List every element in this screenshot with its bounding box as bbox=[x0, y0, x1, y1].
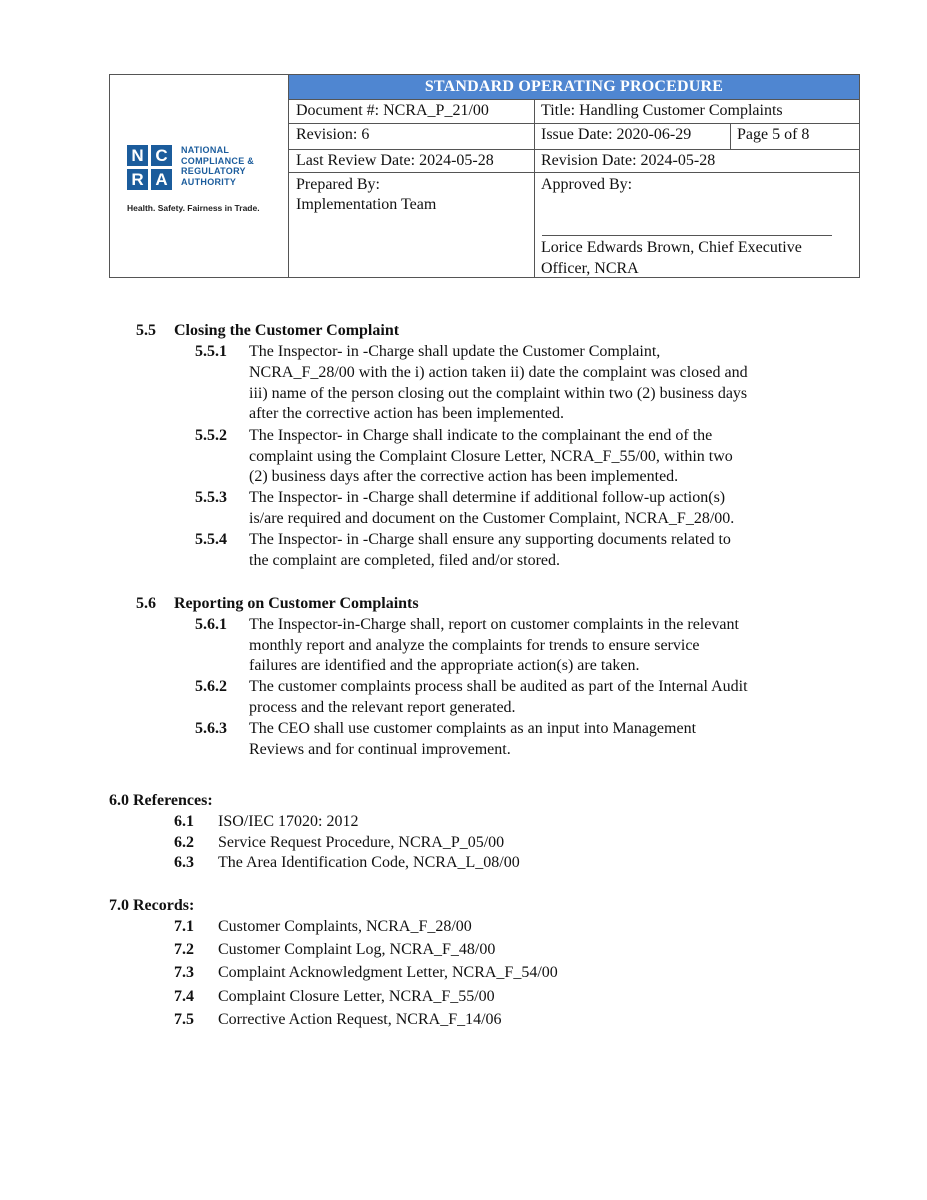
reference-number: 6.2 bbox=[174, 834, 194, 851]
item-number: 5.6.3 bbox=[195, 720, 227, 737]
document-number: Document #: NCRA_P_21/00 bbox=[296, 102, 489, 119]
item-number: 5.5.4 bbox=[195, 531, 227, 548]
approver-name: Lorice Edwards Brown, Chief Executive bbox=[541, 239, 802, 256]
item-number: 5.5.2 bbox=[195, 427, 227, 444]
record-text: Corrective Action Request, NCRA_F_14/06 bbox=[218, 1011, 502, 1028]
item-text-line: The Inspector-in-Charge shall, report on customer complaints in the relevant bbox=[249, 616, 739, 633]
item-number: 5.5.3 bbox=[195, 489, 227, 506]
revision: Revision: 6 bbox=[296, 126, 370, 143]
item-number: 5.6.1 bbox=[195, 616, 227, 633]
logo-letter-grid bbox=[127, 145, 173, 191]
issue-date: Issue Date: 2020-06-29 bbox=[541, 126, 692, 143]
item-number: 5.5.1 bbox=[195, 343, 227, 360]
item-text-line: The Inspector- in -Charge shall update the Customer Complaint, bbox=[249, 343, 661, 360]
item-number: 5.6.2 bbox=[195, 678, 227, 695]
record-text: Customer Complaint Log, NCRA_F_48/00 bbox=[218, 941, 496, 958]
records-heading: 7.0 Records: bbox=[109, 897, 195, 914]
item-text-line: iii) name of the person closing out the complaint within two (2) business days bbox=[249, 385, 748, 402]
reference-text: ISO/IEC 17020: 2012 bbox=[218, 813, 359, 830]
item-text-line: The CEO shall use customer complaints as an input into Management bbox=[249, 720, 697, 737]
record-number: 7.2 bbox=[174, 941, 194, 958]
item-text-line: process and the relevant report generated. bbox=[249, 699, 516, 716]
document-title: Title: Handling Customer Complaints bbox=[541, 102, 783, 119]
section-number: 5.5 bbox=[136, 322, 156, 339]
item-text-line: is/are required and document on the Customer Complaint, NCRA_F_28/00. bbox=[249, 510, 735, 527]
section-title: Closing the Customer Complaint bbox=[174, 322, 400, 339]
reference-text: Service Request Procedure, NCRA_P_05/00 bbox=[218, 834, 505, 851]
approver-title: Officer, NCRA bbox=[541, 260, 639, 277]
record-number: 7.3 bbox=[174, 964, 194, 981]
sop-header-table bbox=[109, 74, 860, 278]
logo-cell bbox=[110, 75, 289, 277]
record-text: Customer Complaints, NCRA_F_28/00 bbox=[218, 918, 472, 935]
item-text-line: failures are identified and the appropriate action(s) are taken. bbox=[249, 657, 640, 674]
record-text: Complaint Acknowledgment Letter, NCRA_F_54/00 bbox=[218, 964, 558, 981]
item-text-line: (2) business days after the corrective action has been implemented. bbox=[249, 468, 679, 485]
references-heading: 6.0 References: bbox=[109, 792, 213, 809]
logo-letter-n: N bbox=[127, 145, 148, 166]
logo-letter-r: R bbox=[127, 169, 148, 190]
reference-number: 6.3 bbox=[174, 854, 194, 871]
section-number: 5.6 bbox=[136, 595, 156, 612]
reference-number: 6.1 bbox=[174, 813, 194, 830]
section-title: Reporting on Customer Complaints bbox=[174, 595, 419, 612]
logo-name bbox=[181, 145, 291, 187]
item-text-line: complaint using the Complaint Closure Letter, NCRA_F_55/00, within two bbox=[249, 448, 733, 465]
item-text-line: The Inspector- in -Charge shall ensure any supporting documents related to bbox=[249, 531, 731, 548]
approved-by-label: Approved By: bbox=[541, 176, 633, 193]
record-number: 7.5 bbox=[174, 1011, 194, 1028]
record-number: 7.1 bbox=[174, 918, 194, 935]
logo-name-line: REGULATORY bbox=[181, 166, 246, 176]
item-text-line: The Inspector- in Charge shall indicate to the complainant the end of the bbox=[249, 427, 713, 444]
item-text-line: monthly report and analyze the complaints for trends to ensure service bbox=[249, 637, 700, 654]
logo-letter-c: C bbox=[151, 145, 172, 166]
last-review-date: Last Review Date: 2024-05-28 bbox=[296, 152, 494, 169]
record-text: Complaint Closure Letter, NCRA_F_55/00 bbox=[218, 988, 495, 1005]
sop-banner: STANDARD OPERATING PROCEDURE bbox=[289, 75, 859, 99]
item-text-line: NCRA_F_28/00 with the i) action taken ii) date the complaint was closed and bbox=[249, 364, 748, 381]
reference-text: The Area Identification Code, NCRA_L_08/00 bbox=[218, 854, 520, 871]
item-text-line: The Inspector- in -Charge shall determine if additional follow-up action(s) bbox=[249, 489, 726, 506]
prepared-by-label: Prepared By: bbox=[296, 176, 380, 193]
item-text-line: after the corrective action has been implemented. bbox=[249, 405, 564, 422]
item-text-line: the complaint are completed, filed and/or stored. bbox=[249, 552, 560, 569]
logo-letter-a: A bbox=[151, 169, 172, 190]
item-text-line: The customer complaints process shall be audited as part of the Internal Audit bbox=[249, 678, 748, 695]
record-number: 7.4 bbox=[174, 988, 194, 1005]
item-text-line: Reviews and for continual improvement. bbox=[249, 741, 511, 758]
logo-name-line: NATIONAL bbox=[181, 145, 230, 155]
page-number: Page 5 of 8 bbox=[737, 126, 810, 143]
logo-name-line: COMPLIANCE & bbox=[181, 155, 255, 166]
revision-date: Revision Date: 2024-05-28 bbox=[541, 152, 716, 169]
logo-name-line: AUTHORITY bbox=[181, 176, 237, 187]
prepared-by-value: Implementation Team bbox=[296, 196, 437, 213]
logo-tagline: Health. Safety. Fairness in Trade. bbox=[127, 203, 260, 213]
